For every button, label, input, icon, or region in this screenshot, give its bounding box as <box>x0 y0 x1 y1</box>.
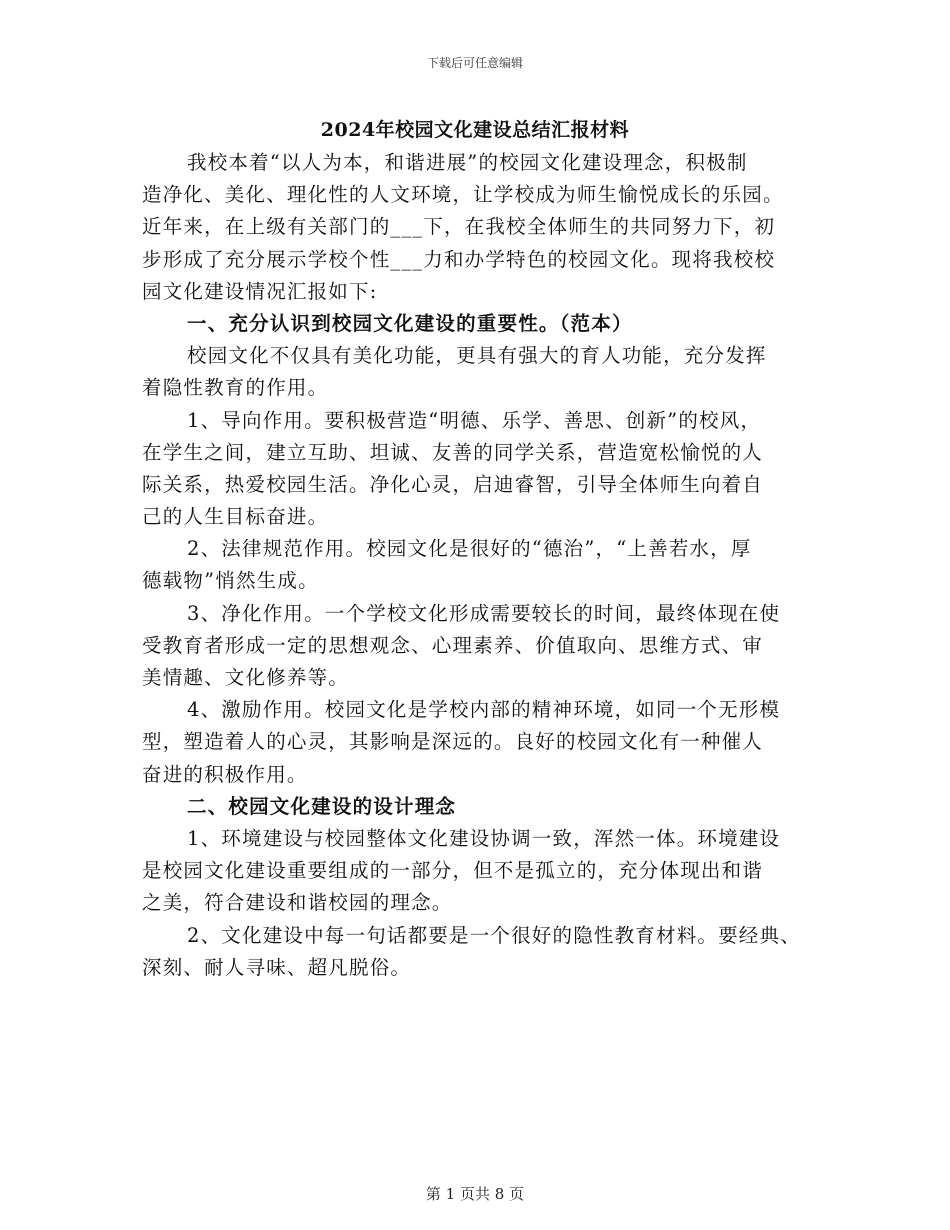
paragraph-line: 之美，符合建设和谐校园的理念。 <box>142 891 453 915</box>
page-footer: 第 1 页共 8 页 <box>425 1185 525 1203</box>
paragraph-line: 步形成了充分展示学校个性___力和办学特色的校园文化。现将我校校 <box>142 247 776 271</box>
paragraph-line: 际关系，热爱校园生活。净化心灵，启迪睿智，引导全体师生向着自 <box>142 472 764 496</box>
paragraph-line: 2、文化建设中每一句话都要是一个很好的隐性教育材料。要经典、 <box>187 923 801 947</box>
paragraph-line: 近年来，在上级有关部门的___下，在我校全体师生的共同努力下，初 <box>142 215 776 239</box>
section-heading: 二、校园文化建设的设计理念 <box>187 794 457 818</box>
document-body <box>142 147 812 984</box>
paragraph-line: 2、法律规范作用。校园文化是很好的“德治”，“上善若水，厚 <box>187 537 752 561</box>
header-note: 下载后可任意编辑 <box>426 56 523 70</box>
paragraph-line: 己的人生目标奋进。 <box>142 505 329 529</box>
paragraph-line: 型，塑造着人的心灵，其影响是深远的。良好的校园文化有一种催人 <box>142 730 764 754</box>
paragraph-line: 造净化、美化、理化性的人文环境，让学校成为师生愉悦成长的乐园。 <box>142 183 784 207</box>
paragraph-line: 园文化建设情况汇报如下: <box>142 279 378 303</box>
paragraph-line: 奋进的积极作用。 <box>142 762 308 786</box>
paragraph-line: 在学生之间，建立互助、坦诚、友善的同学关系，营造宽松愉悦的人 <box>142 440 764 464</box>
paragraph-line: 我校本着“以人为本，和谐进展”的校园文化建设理念，积极制 <box>187 151 748 174</box>
paragraph-line: 1、导向作用。要积极营造“明德、乐学、善思、创新”的校风， <box>187 408 762 432</box>
paragraph-line: 德载物”悄然生成。 <box>142 569 319 593</box>
paragraph-line: 3、净化作用。一个学校文化形成需要较长的时间，最终体现在使 <box>187 601 781 625</box>
paragraph-line: 4、激励作用。校园文化是学校内部的精神环境，如同一个无形模 <box>187 698 781 722</box>
paragraph-line: 是校园文化建设重要组成的一部分，但不是孤立的，充分体现出和谐 <box>142 859 764 883</box>
document-title: 2024年校园文化建设总结汇报材料 <box>320 119 630 141</box>
section-heading: 一、充分认识到校园文化建设的重要性。（范本） <box>187 311 633 335</box>
paragraph-line: 受教育者形成一定的思想观念、心理素养、价值取向、思维方式、审 <box>142 633 764 657</box>
paragraph-line: 美情趣、文化修养等。 <box>142 666 350 689</box>
paragraph-line: 1、环境建设与校园整体文化建设协调一致，浑然一体。环境建设 <box>187 826 781 850</box>
paragraph-line: 深刻、耐人寻味、超凡脱俗。 <box>142 955 412 979</box>
paragraph-line: 着隐性教育的作用。 <box>142 376 329 400</box>
paragraph-line: 校园文化不仅具有美化功能，更具有强大的育人功能，充分发挥 <box>187 344 767 368</box>
